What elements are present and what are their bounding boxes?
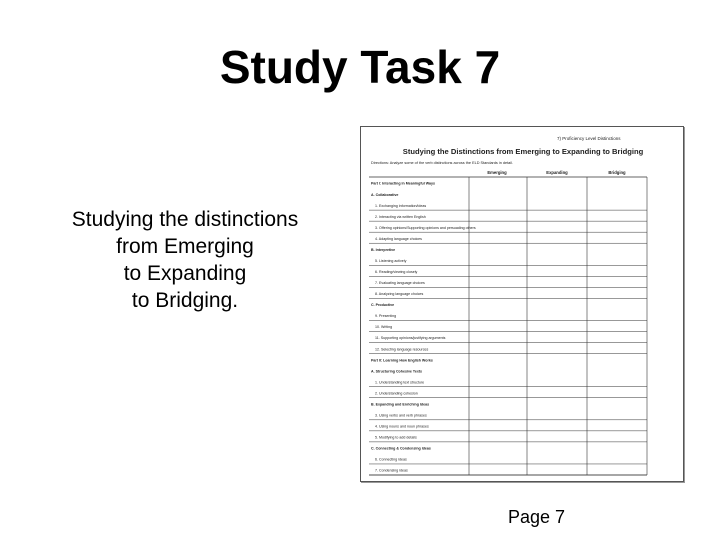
doc-row-label: 1. Understanding text structure <box>375 380 425 385</box>
doc-row-label: 4. Using nouns and noun phrases <box>375 424 429 429</box>
slide-title: Study Task 7 <box>219 41 501 93</box>
doc-col-expanding: Expanding <box>546 170 568 175</box>
doc-row-label: 5. Modifying to add details <box>375 435 417 440</box>
doc-row-label: 8. Analyzing language choices <box>375 292 424 297</box>
doc-row-label: 9. Presenting <box>375 314 397 319</box>
doc-header: 7) Proficiency Level Distinctions <box>557 136 621 141</box>
doc-row-label: Part II: Learning How English Works <box>371 358 433 363</box>
doc-row-label: 4. Adapting language choices <box>375 236 422 241</box>
doc-row-label: 6. Reading/viewing closely <box>375 270 418 275</box>
doc-row-label: Part I: Interacting in Meaningful Ways <box>371 181 435 186</box>
body-line: Studying the distinctions <box>71 208 299 231</box>
doc-row-label: C. Productive <box>371 303 395 308</box>
doc-row-label: 10. Writing <box>375 325 393 330</box>
doc-row-label: 12. Selecting language resources <box>375 347 429 352</box>
page-number: Page 7 <box>508 507 566 527</box>
doc-row-labels <box>371 182 476 473</box>
doc-row-label: 11. Supporting opinions/justifying arguments <box>375 336 446 341</box>
doc-row-label: 3. Offering opinions/Supporting opinions and persuading others <box>375 225 476 230</box>
doc-row-label: A. Structuring Cohesive Texts <box>371 369 423 374</box>
document-thumbnail <box>360 126 684 482</box>
body-line: from Emerging <box>116 235 254 258</box>
body-line: to Expanding <box>123 262 247 285</box>
doc-row-label: A. Collaborative <box>371 192 399 197</box>
doc-row-label: 7. Condensing ideas <box>375 468 408 473</box>
slide-body-text <box>50 206 320 314</box>
doc-row-label: 6. Connecting ideas <box>375 457 407 462</box>
doc-row-label: 3. Using verbs and verb phrases <box>375 413 427 418</box>
document-page <box>361 127 685 483</box>
doc-row-label: 1. Exchanging information/ideas <box>375 203 427 208</box>
doc-table-grid <box>369 177 647 475</box>
doc-row-label: 7. Evaluating language choices <box>375 281 425 286</box>
doc-row-label: 2. Understanding cohesion <box>375 391 418 396</box>
doc-col-emerging: Emerging <box>487 170 507 175</box>
doc-row-label: B. Expanding and Enriching Ideas <box>371 402 430 407</box>
doc-row-label: 5. Listening actively <box>375 258 407 263</box>
body-line: to Bridging. <box>131 289 239 312</box>
doc-directions: Directions: Analyze some of the verb distinctions across the ELD Standards in detail. <box>371 161 514 165</box>
doc-title: Studying the Distinctions from Emerging to Expanding to Bridging <box>402 147 644 156</box>
doc-col-bridging: Bridging <box>608 170 626 175</box>
doc-row-label: 2. Interacting via written English <box>375 214 426 219</box>
doc-row-label: C. Connecting & Condensing Ideas <box>371 446 431 451</box>
doc-row-label: B. Interpretive <box>371 247 396 252</box>
